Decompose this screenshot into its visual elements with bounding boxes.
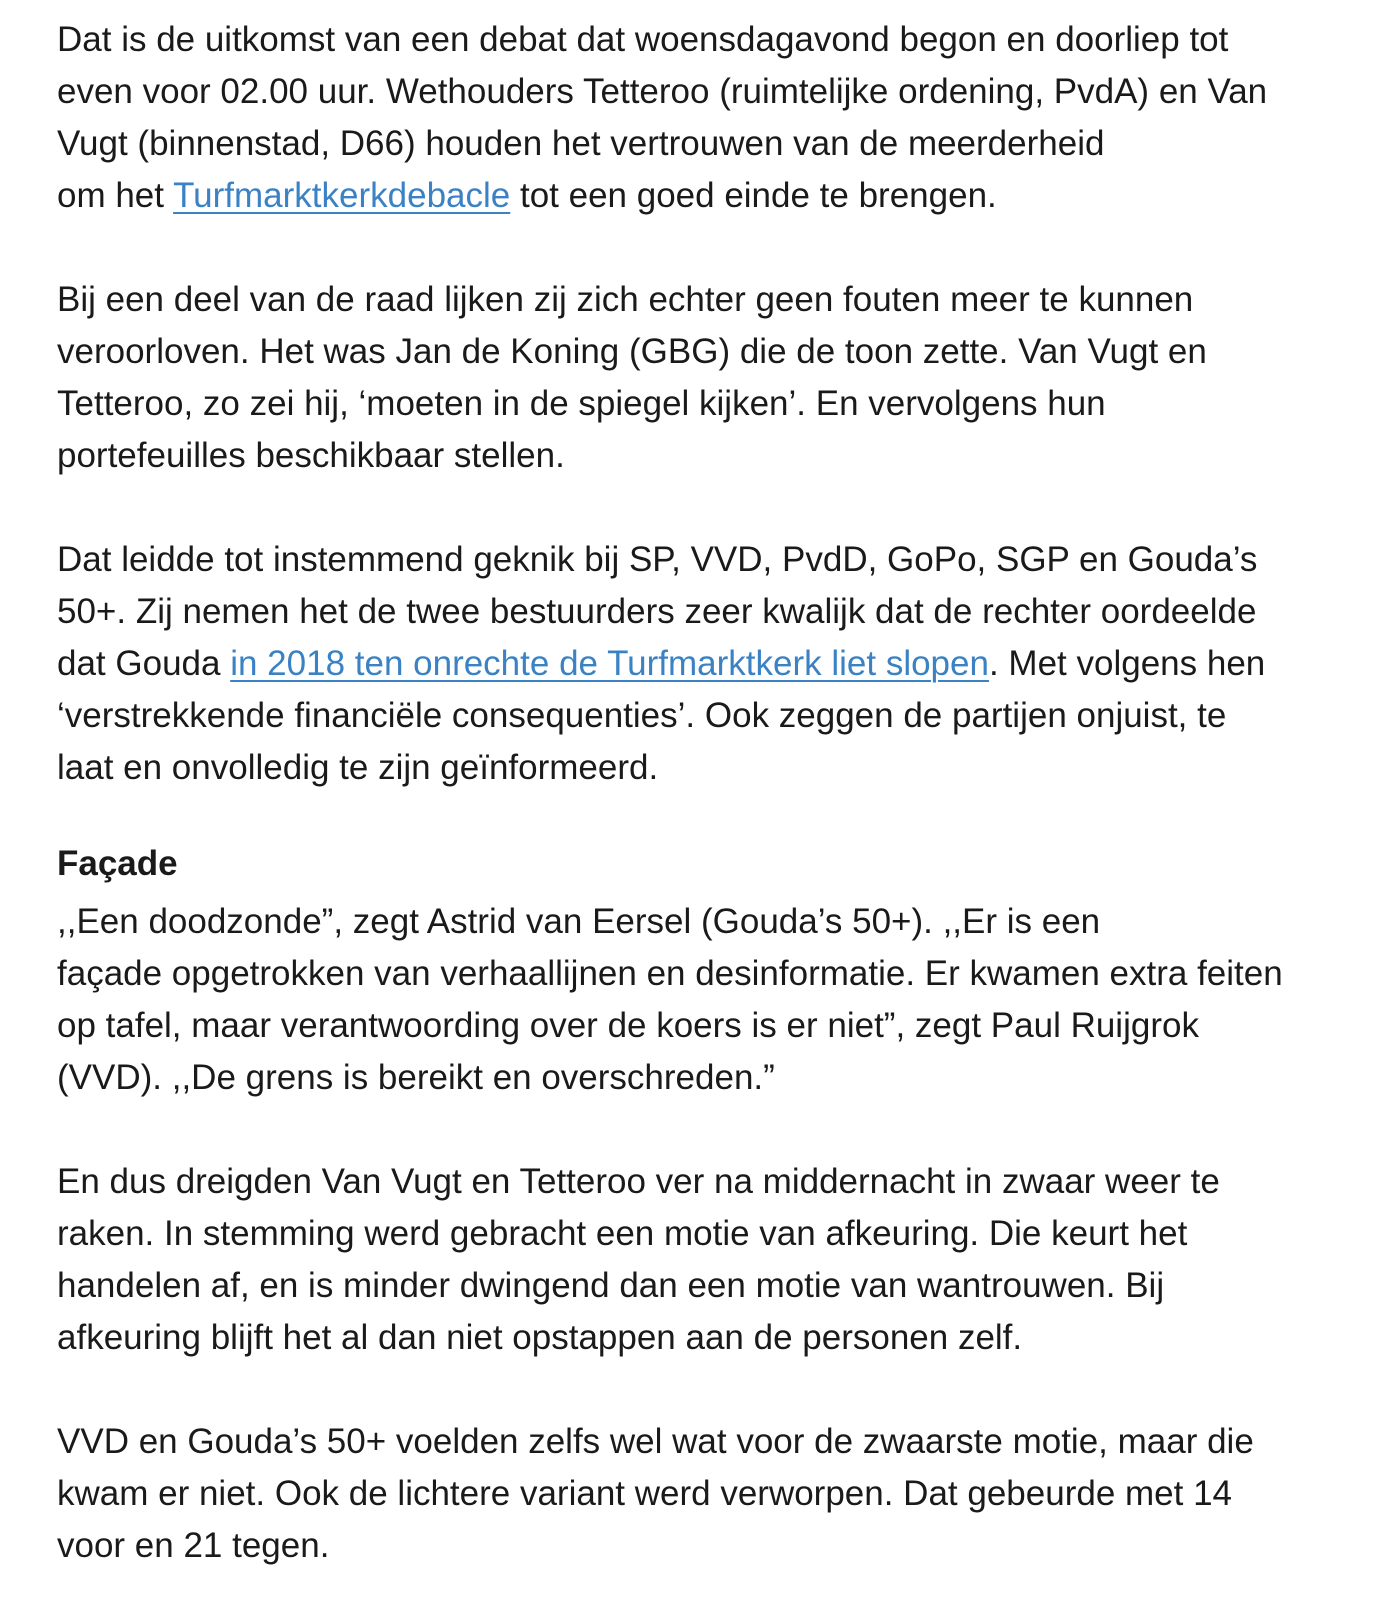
text-segment: om het — [57, 176, 174, 215]
text-line: handelen af, en is minder dwingend dan een motie van wantrouwen. Bij — [57, 1266, 1165, 1305]
paragraph-parties — [57, 534, 1337, 794]
section-heading: Façade — [57, 844, 178, 883]
text-line — [57, 638, 1337, 690]
text-line: VVD en Gouda’s 50+ voelden zelfs wel wat voor de zwaarste motie, maar die — [57, 1422, 1254, 1461]
text-line: afkeuring blijft het al dan niet opstappen aan de personen zelf. — [57, 1318, 1023, 1357]
text-line: voor en 21 tegen. — [57, 1526, 330, 1565]
text-line: Dat is de uitkomst van een debat dat woensdagavond begon en doorliep tot — [57, 20, 1229, 59]
text-line: (VVD). ,,De grens is bereikt en overschreden.” — [57, 1058, 775, 1097]
turfmarktkerkdebacle-link[interactable]: Turfmarktkerkdebacle — [173, 176, 511, 215]
text-line: portefeuilles beschikbaar stellen. — [57, 436, 565, 475]
turfmarktkerk-demolition-link[interactable]: in 2018 ten onrechte de Turfmarktkerk liet slopen — [230, 644, 989, 683]
text-line: Dat leidde tot instemmend geknik bij SP, VVD, PvdD, GoPo, SGP en Gouda’s — [57, 540, 1258, 579]
text-line — [57, 170, 1337, 222]
paragraph-vote-result — [57, 1416, 1337, 1572]
text-line: even voor 02.00 uur. Wethouders Tetteroo (ruimtelijke ordening, PvdA) en Van — [57, 72, 1268, 111]
paragraph-quotes — [57, 896, 1337, 1104]
text-line: op tafel, maar verantwoording over de koers is er niet”, zegt Paul Ruijgrok — [57, 1006, 1199, 1045]
text-line: ‘verstrekkende financiële consequenties’. Ook zeggen de partijen onjuist, te — [57, 696, 1227, 735]
text-segment: . Met volgens hen — [988, 644, 1266, 683]
text-line: ,,Een doodzonde”, zegt Astrid van Eersel (Gouda’s 50+). ,,Er is een — [57, 902, 1101, 941]
text-segment: tot een goed einde te brengen. — [510, 176, 997, 215]
paragraph-intro — [57, 14, 1337, 222]
paragraph-council — [57, 274, 1337, 482]
text-line: Vugt (binnenstad, D66) houden het vertrouwen van de meerderheid — [57, 124, 1105, 163]
text-line: raken. In stemming werd gebracht een motie van afkeuring. Die keurt het — [57, 1214, 1188, 1253]
text-line: veroorloven. Het was Jan de Koning (GBG) die de toon zette. Van Vugt en — [57, 332, 1207, 371]
text-line: Bij een deel van de raad lijken zij zich echter geen fouten meer te kunnen — [57, 280, 1194, 319]
text-line: façade opgetrokken van verhaallijnen en desinformatie. Er kwamen extra feiten — [57, 954, 1283, 993]
text-segment: dat Gouda — [57, 644, 231, 683]
article-body — [57, 14, 1337, 1624]
text-line: kwam er niet. Ook de lichtere variant werd verworpen. Dat gebeurde met 14 — [57, 1474, 1233, 1513]
text-line: 50+. Zij nemen het de twee bestuurders zeer kwalijk dat de rechter oordeelde — [57, 592, 1257, 631]
text-line: Tetteroo, zo zei hij, ‘moeten in de spiegel kijken’. En vervolgens hun — [57, 384, 1106, 423]
paragraph-motion — [57, 1156, 1337, 1364]
text-line: En dus dreigden Van Vugt en Tetteroo ver na middernacht in zwaar weer te — [57, 1162, 1220, 1201]
text-line: laat en onvolledig te zijn geïnformeerd. — [57, 748, 659, 787]
